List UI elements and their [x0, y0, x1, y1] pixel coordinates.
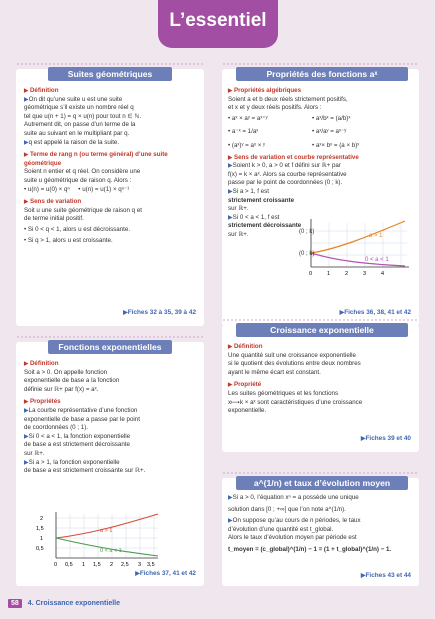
text: Si a > 1, f est — [232, 187, 269, 195]
formula: aˣ/bˣ = (a/b)ˣ — [315, 114, 351, 122]
tick: 0 — [54, 562, 58, 568]
section-title: Définition — [233, 343, 263, 350]
text: de coordonnées (0 ; 1). — [24, 424, 88, 432]
text: Alors le taux d’évolution moyen par période est — [228, 534, 357, 542]
section-title: Propriété — [233, 381, 262, 389]
text: strictement croissante — [228, 196, 295, 204]
text: La courbe représentative d’une fonction — [28, 406, 138, 414]
curve-a-gt-1 — [56, 514, 158, 538]
section-title: Propriétés — [29, 398, 61, 406]
tick: 0,5 — [36, 546, 44, 552]
label-a1: a > 1 — [100, 528, 113, 534]
section-title: Terme de rang n (ou terme général) d’une suite géométrique — [24, 151, 168, 167]
text: solution dans [0 ; +∞[ que l’on note a^(1/n). — [228, 505, 346, 513]
section-title: Sens de variation et courbe représentative — [233, 153, 359, 161]
text: suite au suivant en le multipliant par q. — [24, 129, 130, 137]
text: Soit a > 0. On appelle fonction — [24, 368, 108, 376]
text: sur ℝ+. — [24, 449, 45, 457]
text: de terme initial positif. — [24, 215, 84, 223]
tick: 0,5 — [65, 562, 73, 568]
text: Les suites géométriques et les fonctions — [228, 389, 339, 397]
tick: 2 — [40, 516, 44, 522]
text: suite u géométrique de raison q. Alors : — [24, 176, 132, 184]
tick: 2 — [345, 271, 349, 277]
card-body: ▶ Définition Une quantité suit une croissance exponentielle si le quotient des évolutions entre deux nombres ayant le même écart est constant. ▶ Propriété Les suites géométriques et les fonctions x⟼k × aˣ sont caractéristiques d’une croissance exponentielle. — [228, 343, 416, 416]
chapter-title: 4. Croissance exponentielle — [27, 600, 120, 607]
text: q est appelé la raison de la suite. — [28, 138, 120, 146]
triangle-icon: ▶ — [24, 88, 29, 94]
tick: 2 — [110, 562, 114, 568]
exp-graph — [30, 510, 160, 568]
curve-graph — [299, 217, 412, 279]
fiches-ref[interactable]: ▶Fiches 43 et 44 — [360, 572, 411, 579]
dotted-divider — [16, 63, 204, 65]
card-header: Fonctions exponentielles — [48, 340, 172, 354]
text: sur ℝ+. — [228, 205, 249, 213]
label-a1: a > 1 — [369, 233, 383, 239]
section-title: Propriétés algébriques — [233, 87, 302, 94]
card-header: Suites géométriques — [48, 67, 172, 81]
card-croissance-exponentielle — [222, 325, 419, 452]
tick: 2,5 — [121, 562, 129, 568]
curve-a-gt-1 — [311, 221, 405, 253]
text: exponentielle de base a la fonction — [24, 377, 120, 385]
tick: 0 — [309, 271, 313, 277]
fiches-ref[interactable]: ▶Fiches 37, 41 et 42 — [135, 570, 196, 577]
card-proprietes-fonctions — [222, 69, 419, 326]
text: Si a > 1, la fonction exponentielle — [28, 458, 120, 466]
text: définie sur ℝ+ par f(x) = aˣ. — [24, 385, 99, 393]
text: x⟼k × aˣ sont caractéristiques d’une croissance — [228, 398, 363, 406]
card-suites-geometriques — [16, 69, 204, 326]
text: Soient k > 0, a > 0 et f défini sur ℝ+ par — [232, 162, 341, 170]
text: exponentielle de base a passe par le point — [24, 415, 140, 423]
tick: 1 — [82, 562, 86, 568]
fiches-ref[interactable]: ▶Fiches 32 à 35, 39 à 42 — [123, 309, 196, 316]
page-footer — [8, 599, 120, 608]
text: Soient n entier et q réel. On considère une — [24, 168, 141, 176]
title-banner — [158, 0, 278, 48]
section-title: Sens de variation — [29, 198, 82, 206]
text: Une quantité suit une croissance exponentielle — [228, 351, 356, 359]
text: de base a est strictement décroissante — [24, 441, 130, 449]
text: f(x) = k × aˣ. Alors sa courbe représentative — [228, 170, 347, 178]
section-title: Définition — [29, 360, 59, 367]
text: Soit u une suite géométrique de raison q et — [24, 206, 142, 214]
formula: a⁻ˣ = 1/aˣ — [231, 128, 259, 136]
formula: aˣ× bˣ = (a × b)ˣ — [315, 141, 360, 149]
section-title: Définition — [29, 87, 59, 94]
text: Si 0 < a < 1, f est — [232, 213, 280, 221]
formula: aˣ × aʸ = aˣ⁺ʸ — [231, 114, 268, 122]
formula: u(n) = u(0) × qⁿ — [27, 185, 70, 193]
dotted-divider — [222, 472, 419, 474]
page-number: 58 — [8, 599, 22, 608]
text: géométrique s’il existe un nombre réel q — [24, 104, 134, 112]
tick: 1 — [40, 536, 44, 542]
formula: aˣ/aʸ = aˣ⁻ʸ — [315, 128, 347, 136]
dotted-divider — [222, 319, 419, 321]
text: Si q > 1, alors u est croissante. — [27, 236, 113, 244]
card-body: ▶ Définition ▶On dit qu’une suite u est une suite géométrique s’il existe un nombre réel q tel que u(n + 1) = q × u(n) pour tout n ∈ ℕ. Autrement dit, on passe d’un terme de la suite au suivant en le multipliant par q. ▶q est appelé la raison de la suite. ▶ Terme de rang n (ou terme général) d’une suite géométrique Soient n entier et q réel. On considère une suite u géométrique de raison q. Alors : • u(n) = u(0) × qⁿ • u(n) = u(1) × qⁿ⁻¹ ▶ Sens de variation Soit u une suite géométrique de raison q et de terme initial positif. • Si 0 < q < 1, alors u est décroissante. • Si q > 1, alors u est croissante. — [24, 87, 200, 245]
page-title: L’essentiel — [169, 10, 267, 31]
text: Si 0 < a < 1, la fonction exponentielle — [28, 432, 131, 440]
card-body: ▶ Propriétés algébriques Soient a et b deux réels strictement positifs, et x et y deux réels positifs. Alors : • aˣ × aʸ = aˣ⁺ʸ • aˣ/bˣ = (a/b)ˣ • a⁻ˣ = 1/aˣ • aˣ/aʸ = aˣ⁻ʸ • (aˣ)ʸ = aˣ × ʸ • aˣ× bˣ = (a × b)ˣ ▶ Sens de variation et courbe représentative ▶Soient k > 0, a > 0 et f défini sur ℝ+ par f(x) = k × aˣ. Alors sa courbe représentative passe par le point de coordonnées (0 ; k). ▶Si a > 1, f est strictement croissante sur ℝ+. ▶Si 0 < a < 1, f est strictement décroissante sur ℝ+. — [228, 87, 416, 240]
formula: (aˣ)ʸ = aˣ × ʸ — [231, 141, 266, 149]
text: Si a > 0, l’équation xⁿ = a possède une unique — [232, 494, 359, 501]
dotted-divider — [16, 336, 204, 338]
text: passe par le point de coordonnées (0 ; k). — [228, 179, 343, 187]
text: On dit qu’une suite u est une suite — [28, 95, 123, 103]
tick: 1,5 — [93, 562, 101, 568]
dotted-divider — [222, 63, 419, 65]
label-a2: 0 < a < 1 — [365, 257, 389, 263]
text: On suppose qu’au cours de n périodes, le taux — [232, 517, 361, 525]
tick: 3 — [363, 271, 367, 277]
text: et x et y deux réels positifs. Alors : — [228, 104, 322, 112]
formula: u(n) = u(1) × qⁿ⁻¹ — [82, 185, 130, 193]
tick: 1 — [327, 271, 331, 277]
text: d’évolution d’une quantité est t_global. — [228, 525, 334, 533]
text: strictement décroissante — [228, 222, 302, 230]
tick: 1,5 — [36, 526, 44, 532]
label-k: (0 ; k) — [299, 229, 315, 235]
fiches-ref[interactable]: ▶Fiches 39 et 40 — [360, 435, 411, 442]
formula: t_moyen = (c_global)^(1/n) − 1 = (1 + t_global)^(1/n) − 1. — [228, 545, 392, 553]
card-fonctions-exponentielles — [16, 342, 204, 586]
card-header: Croissance exponentielle — [236, 323, 408, 337]
card-body: ▶ Définition Soit a > 0. On appelle fonction exponentielle de base a la fonction définie sur ℝ+ par f(x) = aˣ. ▶ Propriétés ▶La courbe représentative d’une fonction exponentielle de base a passe par le point de coordonnées (0 ; 1). ▶Si 0 < a < 1, la fonction exponentielle de base a est strictement décroissante sur ℝ+. ▶Si a > 1, la fonction exponentielle de base a est strictement croissante sur ℝ+. — [24, 360, 200, 476]
text: exponentielle. — [228, 407, 267, 415]
text: Si 0 < q < 1, alors u est décroissante. — [27, 225, 131, 233]
card-header: a^(1/n) et taux d’évolution moyen — [236, 476, 408, 490]
tick: 3,5 — [147, 562, 155, 568]
fiches-ref[interactable]: ▶Fiches 36, 38, 41 et 42 — [339, 309, 411, 316]
pointer-icon: ▶ — [24, 96, 29, 103]
label-a2: 0 < a < 1 — [100, 548, 122, 554]
card-body: ▶Si a > 0, l’équation xⁿ = a possède une unique solution dans [0 ; +∞[ que l’on note a^(1/n). ▶On suppose qu’au cours de n périodes, le taux d’évolution d’une quantité est t_global. Alors le taux d’évolution moyen par période est t_moyen = (c_global)^(1/n) − 1 = (1 + t_global)^(1/n) − 1. — [228, 494, 416, 555]
tick: 3 — [138, 562, 142, 568]
label-k: (0 ; k) — [299, 251, 315, 257]
text: Autrement dit, on passe d’un terme de la — [24, 121, 136, 129]
card-taux-evolution — [222, 478, 419, 586]
text: de base a est strictement croissante sur ℝ+. — [24, 467, 146, 475]
text: ayant le même écart est constant. — [228, 368, 321, 376]
text: si le quotient des évolutions entre deux nombres — [228, 360, 361, 368]
tick: 4 — [381, 271, 385, 277]
text: tel que u(n + 1) = q × u(n) pour tout n ∈ ℕ. — [24, 112, 142, 120]
card-header: Propriétés des fonctions aˣ — [236, 67, 408, 81]
text: sur ℝ+. — [228, 230, 249, 238]
text: Soient a et b deux réels strictement positifs, — [228, 95, 348, 103]
pointer-icon: ▶ — [24, 139, 29, 146]
